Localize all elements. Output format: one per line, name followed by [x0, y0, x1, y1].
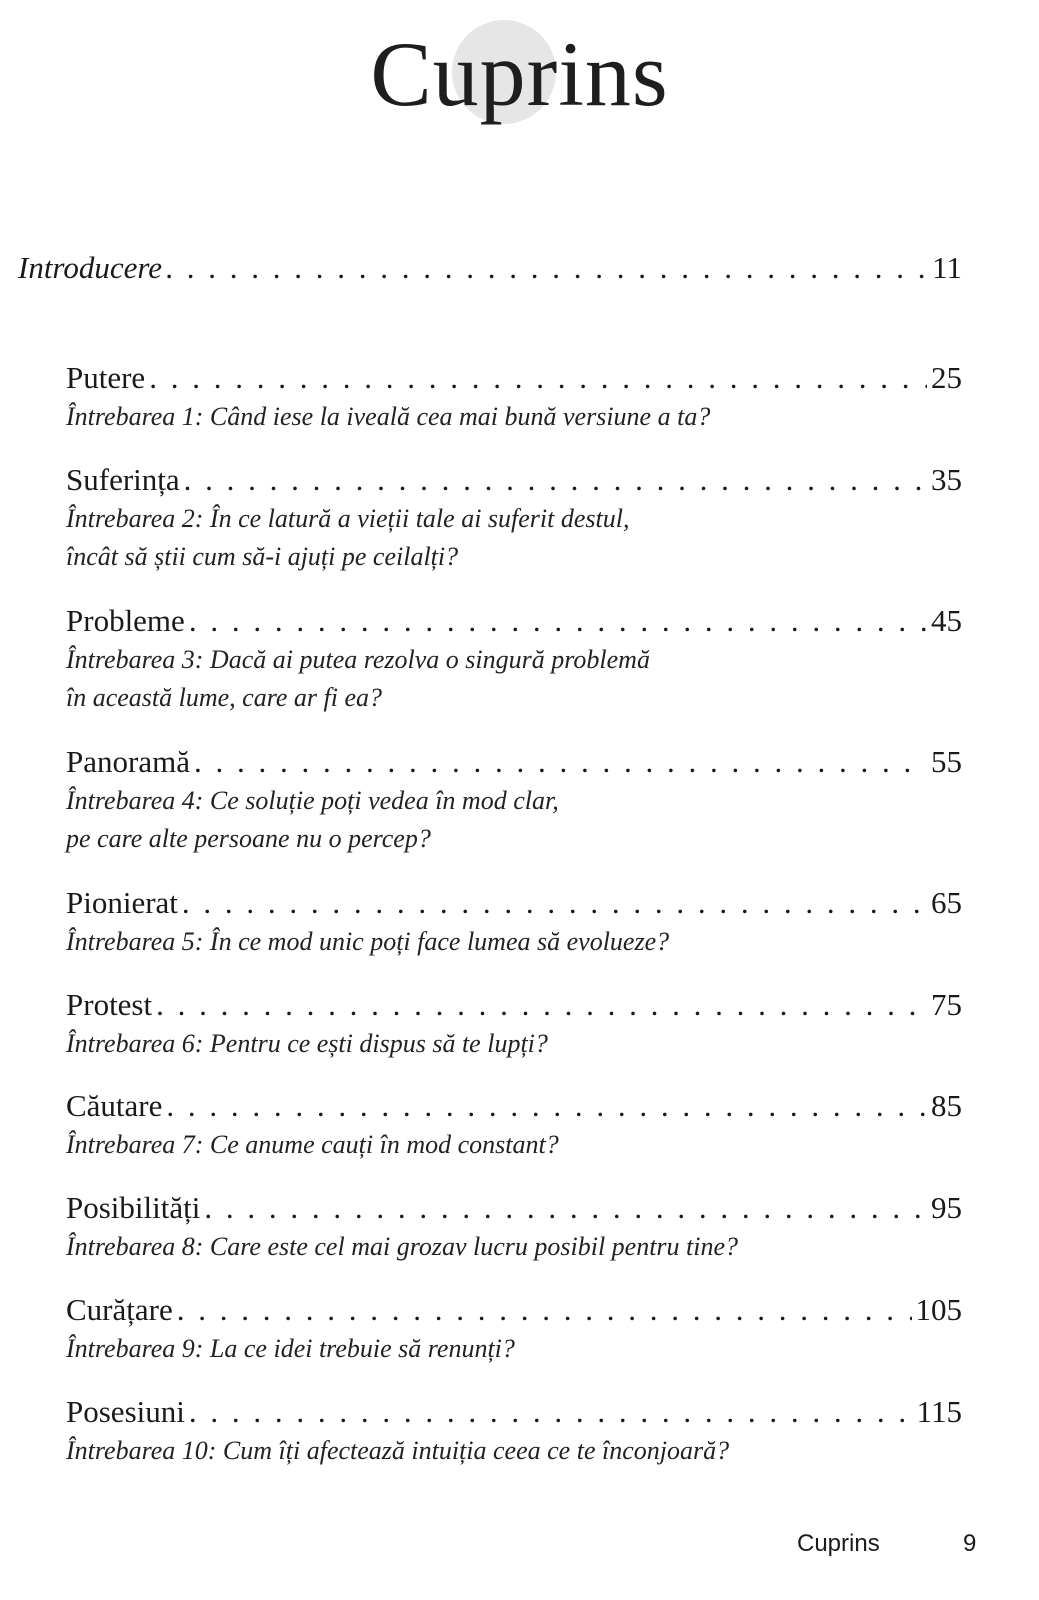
toc-entry-page: 65	[931, 885, 962, 920]
toc-entry-label: Căutare	[66, 1088, 163, 1123]
toc-entry	[66, 603, 962, 717]
question-line: Întrebarea 3: Dacă ai putea rezolva o singură problemă	[66, 645, 650, 674]
toc-entry-label: Posibilități	[66, 1190, 201, 1225]
toc-entry	[66, 462, 962, 576]
toc-introduction-page: 11	[932, 250, 962, 285]
toc-entry-question	[66, 641, 962, 717]
toc-entry-row	[66, 1088, 962, 1124]
question-line: pe care alte persoane nu o percep?	[66, 824, 431, 853]
toc-entry-label: Protest	[66, 987, 153, 1022]
toc-entry-label: Pionierat	[66, 885, 178, 920]
question-line: Întrebarea 10: Cum îți afectează intuiția ceea ce te înconjoară?	[66, 1436, 730, 1465]
toc-entry-row	[66, 360, 962, 396]
toc-entry	[66, 1088, 962, 1164]
toc-entry-question	[66, 782, 962, 858]
dot-leader	[194, 744, 927, 780]
toc-entry-row	[66, 603, 962, 639]
question-line: Întrebarea 4: Ce soluție poți vedea în mod clar,	[66, 786, 559, 815]
dot-leader	[189, 603, 927, 639]
footer-page-number: 9	[963, 1530, 977, 1557]
question-line: Întrebarea 2: În ce latură a vieții tale ai suferit destul,	[66, 504, 630, 533]
toc-entry-question	[66, 923, 962, 961]
toc-entry-question	[66, 1330, 962, 1368]
toc-entry-row	[66, 1190, 962, 1226]
toc-entry-row	[66, 987, 962, 1023]
toc-entry-row	[66, 1292, 962, 1328]
toc-entry-label: Suferința	[66, 462, 180, 497]
question-line: încât să știi cum să-i ajuți pe ceilalți?	[66, 542, 459, 571]
question-line: Întrebarea 8: Care este cel mai grozav lucru posibil pentru tine?	[66, 1232, 739, 1261]
toc-entry-label: Posesiuni	[66, 1394, 185, 1429]
toc-entry-question	[66, 1025, 962, 1063]
dot-leader	[166, 1088, 927, 1124]
toc-entry-question	[66, 1228, 962, 1266]
toc-entry-row	[66, 1394, 962, 1430]
question-line: Întrebarea 9: La ce idei trebuie să renunți?	[66, 1334, 515, 1363]
toc-entry	[66, 360, 962, 436]
dot-leader	[149, 360, 927, 396]
toc-entry-page: 45	[931, 603, 962, 638]
dot-leader	[204, 1190, 927, 1226]
toc-entry-question	[66, 500, 962, 576]
toc-entry-page: 95	[931, 1190, 962, 1225]
toc-entry-page: 85	[931, 1088, 962, 1123]
toc-entry	[66, 1292, 962, 1368]
toc-entry-question	[66, 1126, 962, 1164]
dot-leader	[156, 987, 927, 1023]
question-line: Întrebarea 6: Pentru ce ești dispus să te lupți?	[66, 1029, 548, 1058]
dot-leader	[166, 250, 928, 286]
dot-leader	[184, 462, 927, 498]
toc-entry-label: Curățare	[66, 1292, 173, 1327]
question-line: Întrebarea 5: În ce mod unic poți face lumea să evolueze?	[66, 927, 670, 956]
dot-leader	[177, 1292, 912, 1328]
toc-entry	[66, 1190, 962, 1266]
question-line: în această lume, care ar fi ea?	[66, 683, 383, 712]
toc-entry-row	[66, 744, 962, 780]
toc-introduction-label: Introducere	[18, 250, 163, 285]
toc-entry	[66, 1394, 962, 1470]
toc-entry-label: Putere	[66, 360, 146, 395]
question-line: Întrebarea 1: Când iese la iveală cea mai bună versiune a ta?	[66, 402, 711, 431]
dot-leader	[182, 885, 927, 921]
question-line: Întrebarea 7: Ce anume cauți în mod constant?	[66, 1130, 559, 1159]
toc-entry-page: 35	[931, 462, 962, 497]
toc-introduction-row	[18, 250, 962, 286]
dot-leader	[189, 1394, 913, 1430]
toc-entry-row	[66, 462, 962, 498]
title-area	[0, 0, 1039, 150]
toc-entry-page: 115	[916, 1394, 962, 1429]
page-title: Cuprins	[370, 23, 669, 125]
toc-entry-page: 55	[931, 744, 962, 779]
toc-entry-question	[66, 1432, 962, 1470]
toc-entry	[66, 744, 962, 858]
footer-running-title: Cuprins	[797, 1530, 880, 1557]
toc-entry-label: Panoramă	[66, 744, 190, 779]
toc-entry-page: 25	[931, 360, 962, 395]
toc-entry-page: 105	[915, 1292, 962, 1327]
toc-entry	[66, 987, 962, 1063]
toc-entry	[66, 885, 962, 961]
toc-entry-row	[66, 885, 962, 921]
toc-entry-label: Probleme	[66, 603, 185, 638]
toc-entry-page: 75	[931, 987, 962, 1022]
toc-entry-question	[66, 398, 962, 436]
